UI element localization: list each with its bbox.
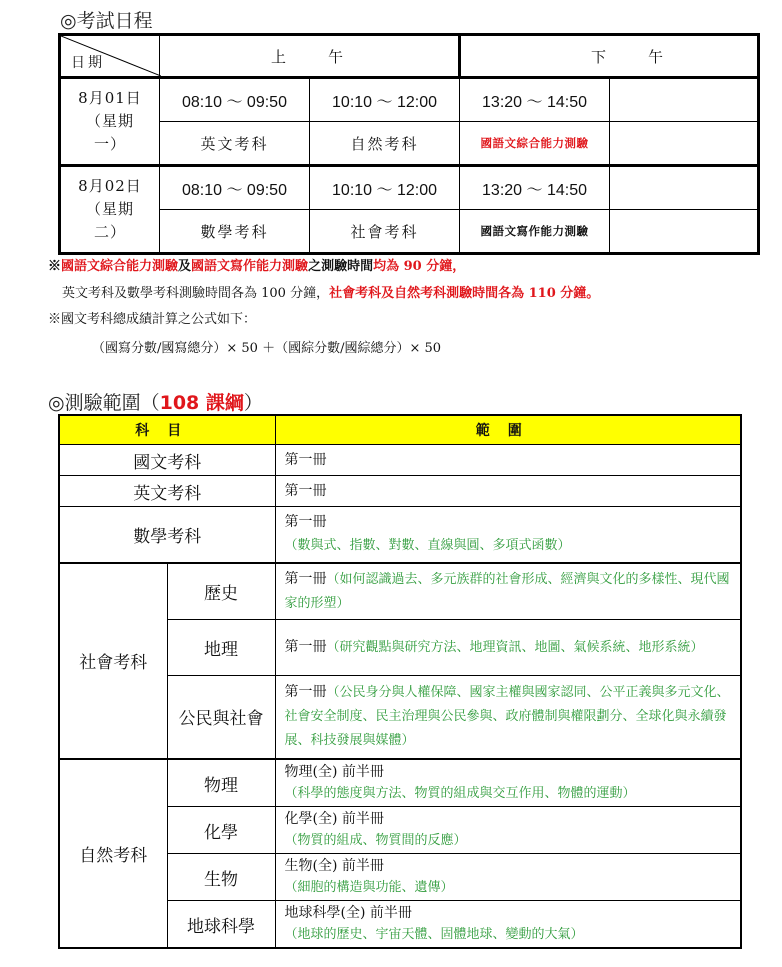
schedule-section-title: ◎考試日程 (60, 10, 153, 32)
earth-science-range-cell (275, 901, 741, 949)
english-range: 第一冊 (275, 476, 741, 507)
scope-header-range: 範圍 (275, 415, 741, 445)
biology-detail: （細胞的構造與功能、遺傳） (284, 880, 454, 895)
civics-range-cell (275, 675, 741, 759)
day1-date: 8月01日 (78, 89, 142, 107)
day2-weekday-open: （星期 (85, 200, 134, 218)
note-3: ※國文考科總成績計算之公式如下： (48, 312, 257, 327)
day1-time-3: 13:20 ～ 14:50 (460, 78, 610, 122)
chemistry-subject: 化學 (167, 807, 275, 854)
english-subject: 英文考科 (59, 476, 275, 507)
note-1 (48, 255, 465, 274)
note-1-b: 及 (178, 259, 192, 274)
note-1-d: 之測驗時間 (308, 259, 374, 274)
day1-empty-1 (610, 78, 759, 122)
note-1-c: 國語文寫作能力測驗 (191, 259, 309, 274)
geography-subject: 地理 (167, 619, 275, 675)
day1-weekday-open: （星期 (85, 112, 134, 130)
math-range-cell (275, 507, 741, 563)
biology-range: 生物(全) 前半冊 (284, 858, 384, 874)
day2-subject-2: 社會考科 (310, 210, 460, 254)
day2-subject-1: 數學考科 (160, 210, 310, 254)
science-subject: 自然考科 (59, 759, 167, 948)
earth-science-subject: 地球科學 (167, 901, 275, 949)
day2-time-2: 10:10 ～ 12:00 (310, 166, 460, 210)
earth-science-range: 地球科學(全) 前半冊 (284, 905, 412, 921)
day2-empty-1 (610, 166, 759, 210)
scope-title-b: 108 課綱 (159, 392, 244, 414)
day1-weekday-close: 一） (93, 135, 126, 153)
biology-subject: 生物 (167, 854, 275, 901)
date-header-label: 日期 (71, 55, 105, 71)
note-2 (62, 282, 599, 301)
history-range: 第一冊 (284, 570, 327, 587)
day1-subject-1: 英文考科 (160, 122, 310, 166)
math-subject: 數學考科 (59, 507, 275, 563)
note-2-a: 英文考科及數學考科測驗時間各為 100 分鐘， (62, 286, 330, 301)
day1-date-cell (60, 78, 160, 166)
physics-detail: （科學的態度與方法、物質的組成與交互作用、物體的運動） (284, 786, 636, 801)
day1-time-1: 08:10 ～ 09:50 (160, 78, 310, 122)
chemistry-detail: （物質的組成、物質間的反應） (284, 833, 467, 848)
history-range-cell (275, 563, 741, 620)
note-2-b: 社會考科及自然考科測驗時間各為 110 分鐘。 (329, 286, 600, 301)
chinese-subject: 國文考科 (59, 445, 275, 476)
date-header-cell (60, 35, 160, 78)
chinese-range: 第一冊 (275, 445, 741, 476)
geography-range: 第一冊 (284, 638, 327, 655)
scope-section-title (48, 388, 263, 415)
history-detail: （如何認識過去、多元族群的社會形成、經濟與文化的多樣性、現代國家的形塑） (284, 571, 730, 611)
day2-date: 8月02日 (78, 177, 142, 195)
physics-range: 物理(全) 前半冊 (284, 764, 384, 780)
day1-subject-3: 國語文綜合能力測驗 (460, 122, 610, 166)
physics-range-cell (275, 759, 741, 807)
score-formula: （國寫分數/國寫總分）× 50 ＋（國綜分數/國綜總分）× 50 (92, 341, 442, 356)
math-detail: （數與式、指數、對數、直線與圓、多項式函數） (284, 538, 571, 554)
physics-subject: 物理 (167, 759, 275, 807)
day2-time-1: 08:10 ～ 09:50 (160, 166, 310, 210)
scope-title-c: ） (243, 392, 263, 414)
afternoon-header: 下 午 (460, 35, 759, 78)
day2-empty-2 (610, 210, 759, 254)
exam-schedule-table (58, 33, 760, 255)
chemistry-range-cell (275, 807, 741, 854)
earth-science-detail: （地球的歷史、宇宙天體、固體地球、變動的大氣） (284, 927, 584, 942)
geography-detail: （研究觀點與研究方法、地理資訊、地圖、氣候系統、地形系統） (326, 639, 704, 655)
note-1-mark: ※ (48, 259, 62, 274)
day2-date-cell (60, 166, 160, 254)
chemistry-range: 化學(全) 前半冊 (284, 811, 384, 827)
biology-range-cell (275, 854, 741, 901)
day2-weekday-close: 二） (93, 223, 126, 241)
morning-header: 上 午 (160, 35, 460, 78)
math-range: 第一冊 (284, 514, 327, 531)
history-subject: 歷史 (167, 563, 275, 620)
exam-scope-table (58, 414, 742, 949)
civics-subject: 公民與社會 (167, 675, 275, 759)
day1-subject-2: 自然考科 (310, 122, 460, 166)
scope-header-subject: 科目 (59, 415, 275, 445)
geography-range-cell (275, 619, 741, 675)
civics-range: 第一冊 (284, 684, 327, 701)
day1-time-2: 10:10 ～ 12:00 (310, 78, 460, 122)
scope-title-a: ◎測驗範圍（ (48, 392, 160, 414)
day1-empty-2 (610, 122, 759, 166)
note-1-a: 國語文綜合能力測驗 (61, 259, 179, 274)
social-subject: 社會考科 (59, 563, 167, 760)
civics-detail: （公民身分與人權保障、國家主權與國家認同、公平正義與多元文化、社會安全制度、民主治理與公民參與、政府體制與權限劃分、全球化與永續發展、科技發展與媒體） (284, 685, 730, 749)
day2-subject-3: 國語文寫作能力測驗 (460, 210, 610, 254)
note-1-e: 均為 90 分鐘， (373, 259, 466, 274)
day2-time-3: 13:20 ～ 14:50 (460, 166, 610, 210)
